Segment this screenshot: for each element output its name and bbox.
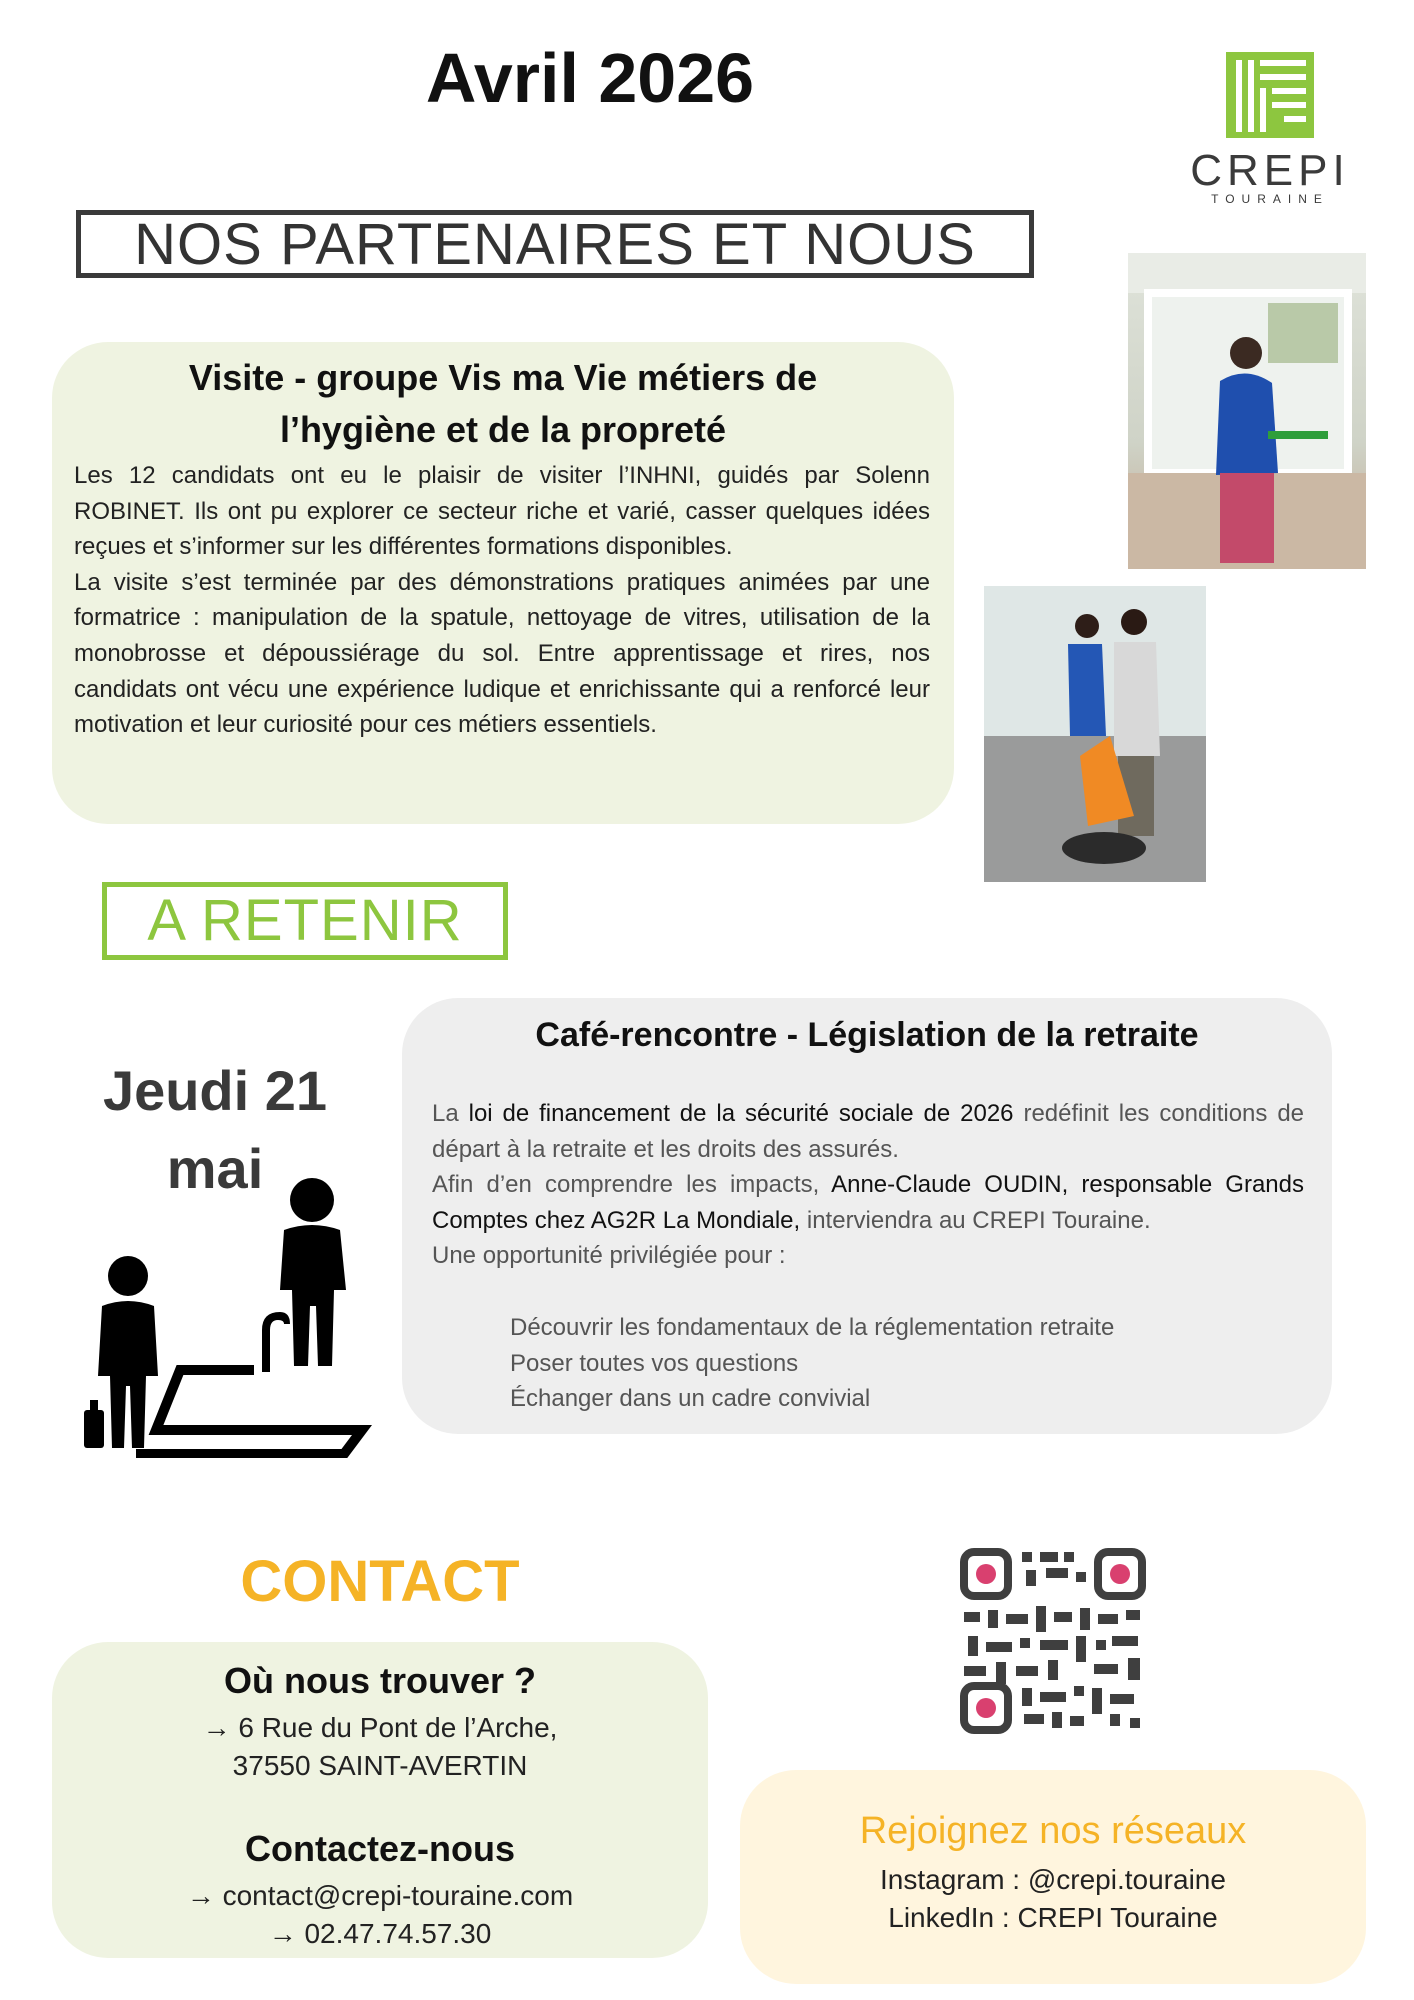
cafe-paragraph: Une opportunité privilégiée pour :	[432, 1242, 786, 1270]
visit-paragraph: La visite s’est terminée par des démonstrations pratiques animées par une formatrice : manipulation de la spatule, nettoyage de vitres, utilisation de la monobrosse et dépoussiérage du sol. Entre apprentissage et rires, nos candidats ont vécu une expérience ludique et enrichissante qui a renforcé leur motivation et leur curiosité pour ces métiers essentiels.	[74, 568, 930, 739]
cafe-text-highlight: Anne-Claude OUDIN, responsable Grands Comptes chez AG2R La Mondiale,	[432, 1171, 1305, 1234]
cafe-points-list	[510, 1310, 1290, 1417]
visit-title-line: l’hygiène et de la propreté	[279, 409, 727, 450]
cafe-text-part: interviendra au CREPI Touraine.	[800, 1206, 1151, 1234]
cafe-text-part: La	[432, 1100, 469, 1127]
cafe-text-part: Afin d’en comprendre les impacts,	[432, 1171, 832, 1199]
event-date-line: Jeudi 21	[102, 1059, 328, 1122]
cafe-paragraph	[432, 1096, 1304, 1167]
crepi-logo-icon	[1180, 50, 1360, 146]
social-title: Rejoignez nos réseaux	[859, 1810, 1247, 1852]
photo-window-cleaning	[1128, 253, 1366, 569]
logo-subtitle: TOURAINE	[1211, 192, 1329, 206]
address-line: → 6 Rue du Pont de l’Arche,	[202, 1712, 558, 1743]
instagram-link[interactable]: Instagram : @crepi.touraine	[880, 1864, 1226, 1895]
email-link[interactable]: → contact@crepi-touraine.com	[186, 1880, 574, 1911]
event-date-line: mai	[166, 1137, 264, 1200]
crepi-logo	[1180, 50, 1360, 210]
visit-paragraph: Les 12 candidats ont eu le plaisir de visiter l’INHNI, guidés par Solenn ROBINET. Ils ont pu explorer ce secteur riche et varié, casser quelques idées reçues et s’informer sur les différentes formations disponibles.	[74, 462, 930, 561]
retenir-section-title: A RETENIR	[102, 882, 508, 960]
retirement-pictogram-icon	[84, 1172, 372, 1458]
cafe-text-highlight: loi de financement de la sécurité sociale de 2026	[468, 1100, 1014, 1127]
cafe-text-part: redéfinit les conditions de départ à la retraite et les droits des assurés.	[432, 1100, 1305, 1163]
address-line: 37550 SAINT-AVERTIN	[232, 1750, 528, 1781]
cafe-description	[432, 1096, 1304, 1274]
cafe-title: Café-rencontre - Législation de la retraite	[535, 1016, 1199, 1054]
visit-title	[110, 352, 896, 456]
list-item: Échanger dans un cadre convivial	[510, 1385, 871, 1413]
qr-code-icon[interactable]	[960, 1548, 1146, 1734]
newsletter-month: Avril 2026	[425, 39, 755, 117]
contact-heading: CONTACT	[240, 1549, 520, 1614]
list-item: Découvrir les fondamentaux de la réglementation retraite	[510, 1314, 1115, 1341]
visit-description	[74, 458, 930, 743]
photo-floor-machine	[984, 586, 1206, 882]
phone-link[interactable]: → 02.47.74.57.30	[268, 1918, 492, 1949]
where-title: Où nous trouver ?	[223, 1660, 536, 1701]
list-item: Poser toutes vos questions	[510, 1349, 799, 1377]
linkedin-link[interactable]: LinkedIn : CREPI Touraine	[888, 1902, 1218, 1933]
visit-title-line: Visite - groupe Vis ma Vie métiers de	[188, 357, 818, 398]
partners-section-title: NOS PARTENAIRES ET NOUS	[76, 210, 1034, 278]
logo-wordmark: CREPI	[1190, 146, 1350, 195]
cafe-paragraph	[432, 1167, 1304, 1238]
contact-title: Contactez-nous	[245, 1828, 515, 1869]
